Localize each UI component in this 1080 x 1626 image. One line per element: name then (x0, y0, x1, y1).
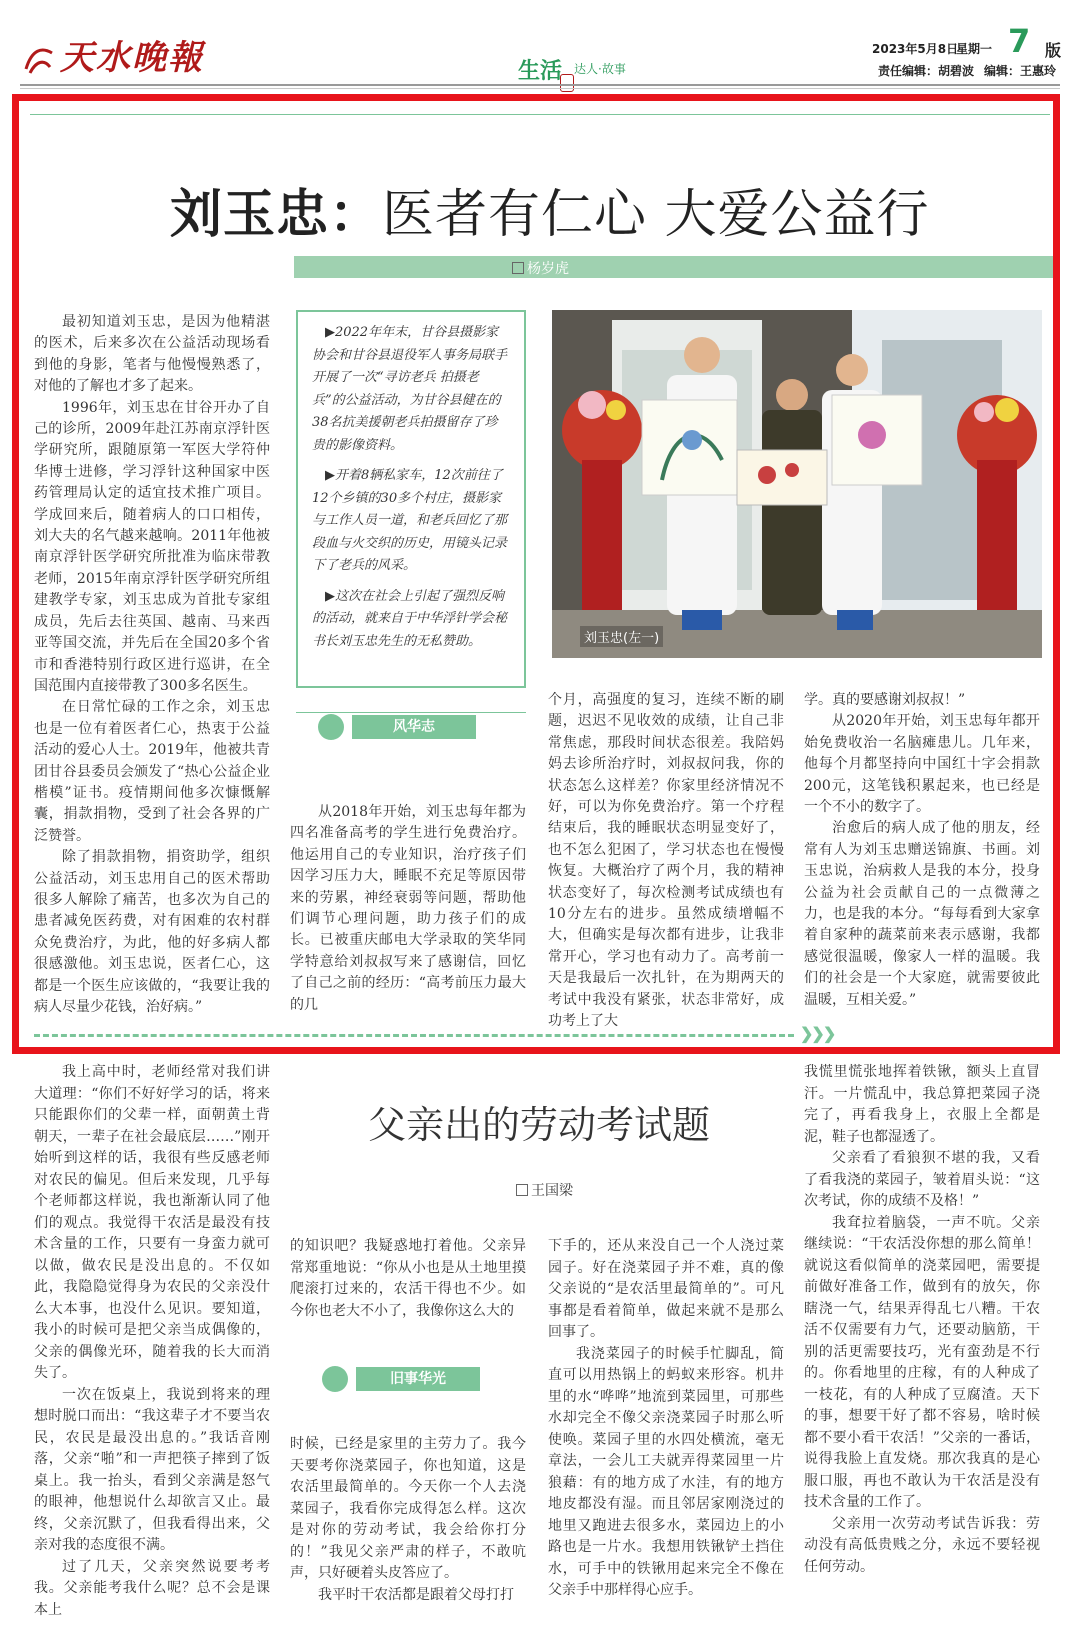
paragraph: 一次在饭桌上，我说到将来的理想时脱口而出：“我这辈子才不要当农民，农民是最没出息的。”我话音刚落，父亲“啪”和一声把筷子摔到了饭桌上。我一抬头，看到父亲满是怒气的眼神，他想说什么却欲言又止。最终，父亲沉默了，但我看得出来，父亲对我的态度很不满。 (34, 1386, 270, 1553)
masthead-rule-thin (20, 88, 1060, 89)
article2-headline: 父亲出的劳动考试题 (368, 1103, 711, 1147)
section-subtitle: 达人·故事 (574, 62, 626, 76)
article2-column-4 (804, 1062, 1040, 1578)
masthead-rule (20, 84, 1060, 86)
paragraph: 下手的，还从来没自己一个人浇过菜园子。好在浇菜园子并不难，真的像父亲说的“是农活里最简单的”。可凡事都是看着简单，做起来就不是那么回事了。 (548, 1238, 784, 1340)
issue-weekday: 星期一 (956, 42, 993, 56)
paragraph: 在日常忙碌的工作之余，刘玉忠也是一位有着医者仁心，热衷于公益活动的爱心人士。2019年，他被共青团甘谷县委员会颁发了“热心公益企业楷模”证书。疫情期间他多次慷慨解囊，捐款捐物，受到了社会各界的广泛赞誉。 (34, 699, 270, 844)
byline-author: 杨岁虎 (527, 261, 569, 277)
paragraph: 我耷拉着脑袋，一声不吭。父亲继续说：“干农活没你想的那么简单！就说这看似简单的浇菜园吧，需要提前做好准备工作，做到有的放矢，你瞎浇一气，结果弄得乱七八糟。干农活不仅需要有力气，还要动脑筋，干别的活更需要技巧，光有蛮劲是不行的。你看地里的庄稼，有的人种成了一枝花，有的人种成了豆腐渣。天下的事，想要干好了都不容易，啥时候都不要小看干农活！”父亲的一番话，说得我脸上直发烧。那次我真的是心服口服，再也不敢认为干农活是没有技术含量的工作了。 (804, 1214, 1040, 1510)
section-title: 生活 (518, 59, 563, 84)
article2-column-3 (548, 1236, 784, 1602)
paragraph: 从2020年开始，刘玉忠每年都开始免费收治一名脑瘫患儿。几年来，他每个月都坚持向中国红十字会捐款200元，这笔钱积累起来，也已经是一个不小的数字了。 (804, 713, 1040, 816)
paragraph: 1996年，刘玉忠在甘谷开办了自己的诊所，2009年赴江苏南京浮针医学研究所，跟随原第一军医大学符仲华博士进修，学习浮针这种国家中医药管理局认定的适宜技术推广项目。学成回来后，随着病人的口口相传，刘大夫的名气越来越响。2011年他被南京浮针医学研究所批准为临床带教老师，2015年南京浮针医学研究所组建教学专家，刘玉忠成为首批专家组成员，先后去往英国、越南、马来西亚等国交流，并先后在全国20多个省市和香港特别行政区进行巡讲，在全国范围内直接带教了300多名医生。 (34, 399, 270, 694)
editor-credits (878, 62, 1066, 79)
paragraph: 我浇菜园子的时候手忙脚乱，简直可以用热锅上的蚂蚁来形容。机井里的水“哗哗”地流到菜园里，可那些水却完全不像父亲浇菜园子时那么听使唤。菜园子里的水四处横流，毫无章法，一会儿工夫就弄得菜园里一片狼藉：有的地方成了水洼，有的地方地皮都没有湿。而且邻居家刚浇过的地里又跑进去很多水，菜园边上的小路也是一片水。我想用铁锹铲土挡住水，可手中的铁锹用起来完全不像在父亲手中那样得心应手。 (548, 1345, 784, 1598)
article2-column-2a (290, 1236, 526, 1322)
byline-author: 王国梁 (531, 1183, 573, 1199)
article2-byline (516, 1180, 573, 1200)
article2-column-2b (290, 1434, 526, 1606)
photo-caption: 刘玉忠(左一) (580, 626, 663, 647)
editor-name: 编辑：王惠玲 (984, 64, 1057, 78)
paragraph: 最初知道刘玉忠，是因为他精湛的医术，后来多次在公益活动现场看到他的身影，笔者与他慢慢熟悉了，对他的了解也才多了起来。 (34, 314, 270, 395)
highlight-item: ▶这次在社会上引起了强烈反响的活动，就来自于中华浮针学会秘书长刘玉忠先生的无私赞助。 (312, 588, 508, 649)
article2-tag: 旧事华光 (356, 1367, 480, 1391)
paragraph: 治愈后的病人成了他的朋友，经常有人为刘玉忠赠送锦旗、书画。刘玉忠说，治病救人是我的本分，投身公益为社会贡献自己的一点微薄之力，也是我的本分。“每每看到大家拿着自家种的蔬菜前来表示感谢，我都感觉很温暖，像家人一样的温暖。我们的社会是一个大家庭，就需要彼此温暖，互相关爱。” (804, 820, 1040, 1008)
paragraph: 时候，已经是家里的主劳力了。我今天要考你浇菜园子，你也知道，这是农活里最简单的。今天你一个人去浇菜园子，我看你完成得怎么样。这次是对你的劳动考试，我会给你打分的！”我见父亲严肃的样子，不敢吭声，只好硬着头皮答应了。 (290, 1436, 526, 1581)
article2-column-1 (34, 1062, 270, 1621)
paragraph: 父亲用一次劳动考试告诉我：劳动没有高低贵贱之分，永远不要轻视任何劳动。 (804, 1515, 1040, 1575)
headline-name: 刘玉忠： (170, 185, 383, 245)
seal-icon (560, 74, 574, 92)
logo-emblem-icon (22, 43, 56, 77)
editor-in-charge: 责任编辑：胡碧波 (878, 64, 975, 78)
headline-text: 医者有仁心 大爱公益行 (382, 185, 930, 245)
tag-dot-icon (322, 1366, 348, 1392)
highlight-item: ▶开着8辆私家车，12次前往了12个乡镇的30多个村庄，摄影家与工作人员一道，和老兵回忆了那段血与火交织的历史，用镜头记录下了老兵的风采。 (312, 468, 508, 573)
paragraph: 的知识吧？我疑惑地打着他。父亲异常郑重地说：“你从小也是从土地里摸爬滚打过来的，农活干得也不少。如今你也老大不小了，我像你这么大的 (290, 1238, 526, 1319)
paragraph: 过了几天，父亲突然说要考考我。父亲能考我什么呢？总不会是课本上 (34, 1558, 270, 1618)
newspaper-logo (22, 30, 204, 79)
paragraph: 个月，高强度的复习，连续不断的刷题，迟迟不见收效的成绩，让自己非常焦虑，那段时间状态很差。我陪妈妈去诊所治疗时，刘叔叔问我，你的状态怎么这样差？你家里经济情况不好，可以为你免费治疗。第一个疗程结束后，我的睡眠状态明显变好了，也不怎么犯困了，学习状态也在慢慢恢复。大概治疗了两个月，我的精神状态变好了，每次检测考试成绩也有10分左右的进步。虽然成绩增幅不大，但确实是每次都有进步，让我非常开心，学习也有动力了。高考前一天是我最后一次扎针，在为期两天的考试中我没有紧张，状态非常好，成功考上了大 (548, 692, 784, 1030)
chevrons-icon: ❯❯❯ (800, 1024, 835, 1043)
issue-date: 2023年5月8日 (872, 42, 959, 56)
paragraph: 从2018年开始，刘玉忠每年都为四名准备高考的学生进行免费治疗。他运用自己的专业知识，治疗孩子们因学习压力大，睡眠不充足等原因带来的劳累，神经衰弱等问题，帮助他们调节心理问题，助力孩子们的成长。已被重庆邮电大学录取的笑华同学特意给刘叔叔写来了感谢信，回忆了自己之前的经历：“高考前压力最大的几 (290, 804, 526, 1013)
paragraph: 我慌里慌张地挥着铁锹，额头上直冒汗。一片慌乱中，我总算把菜园子浇完了，再看我身上，衣服上全都是泥，鞋子也都湿透了。 (804, 1064, 1040, 1145)
checkbox-icon (516, 1184, 528, 1196)
paragraph: 除了捐款捐物，捐资助学，组织公益活动，刘玉忠用自己的医术帮助很多人解除了痛苦，也多次为自己的患者减免医药费，对有困难的农村群众免费治疗，为此，他的好多病人都很感激他。刘玉忠说，医者仁心，这都是一个医生应该做的，“我要让我的病人尽量少花钱，治好病。” (34, 849, 270, 1015)
page-label: 版 (1045, 41, 1062, 60)
logo-text: 天水晚報 (60, 38, 204, 78)
paragraph: 我平时干农活都是跟着父母打打 (318, 1586, 514, 1603)
paragraph: 父亲看了看狼狈不堪的我，又看了看我浇的菜园子，皱着眉头说：“这次考试，你的成绩不及格！” (804, 1150, 1040, 1209)
highlight-item: ▶2022年年末，甘谷县摄影家协会和甘谷县退役军人事务局联手开展了一次“寻访老兵 拍摄老兵”的公益活动，为甘谷县健在的38名抗美援朝老兵拍摄留存了珍贵的影像资料。 (312, 325, 508, 453)
article1-tag: 风华志 (352, 715, 476, 739)
paragraph: 我上高中时，老师经常对我们讲大道理：“你们不好好学习的话，将来只能跟你们的父辈一样，面朝黄土背朝天，一辈子在社会最底层……”刚开始听到这样的话，我很有些反感老师对农民的偏见。但后来发现，几乎每个老师都这样说，我也渐渐认同了他们的观点。我觉得干农活是最没有技术含量的工作，只要有一身蛮力就可以做，做农民是没出息的。不仅如此，我隐隐觉得身为农民的父亲没什么大本事，也没什么见识。要知道，我小的时候可是把父亲当成偶像的，父亲的偶像光环，随着我的长大而消失了。 (34, 1064, 270, 1381)
paragraph: 学。真的要感谢刘叔叔！” (804, 692, 966, 708)
highlight-frame (12, 94, 1060, 1054)
page-number: 7 (1008, 22, 1031, 60)
